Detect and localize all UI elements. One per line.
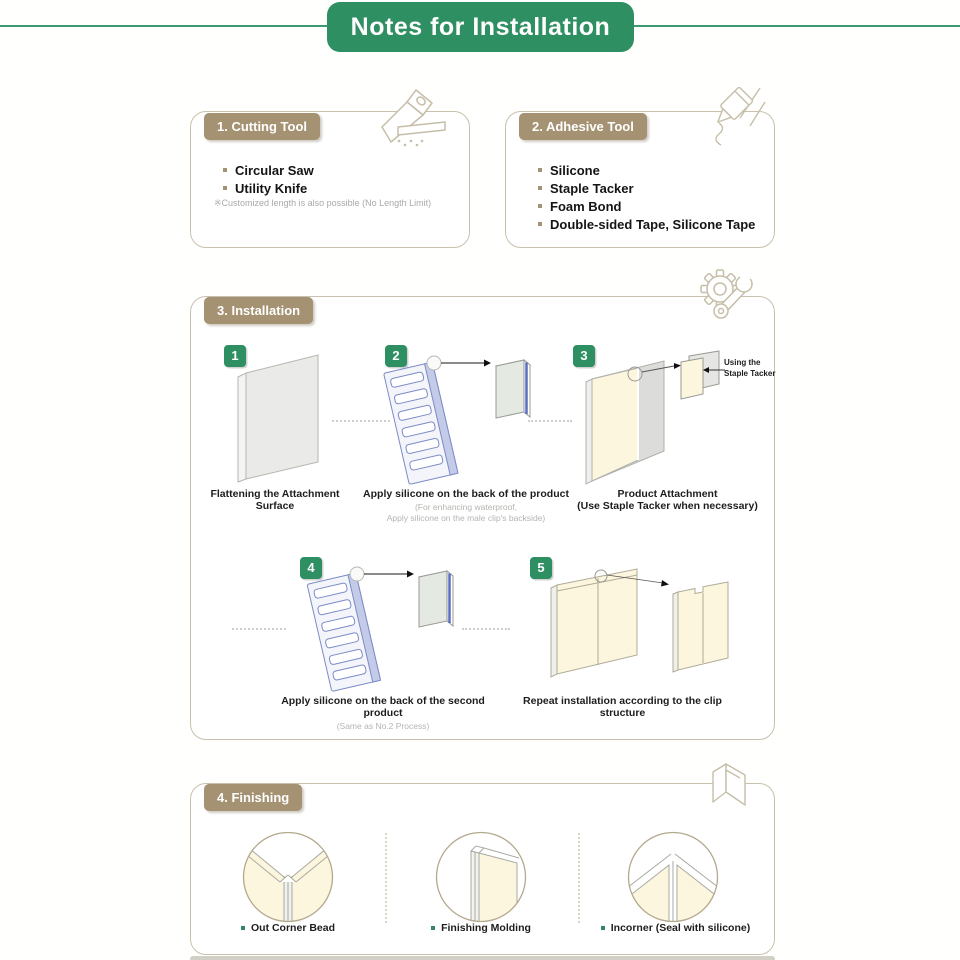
step1-flat-panel-graphic (230, 350, 325, 485)
finishing-item-label: Out Corner Bead (250, 922, 335, 934)
list-item (538, 215, 755, 233)
page-title: Notes for Installation (327, 2, 634, 52)
caption-text: Flattening the Attachment Surface (210, 488, 340, 512)
step-separator-dotted (528, 420, 572, 422)
corner-trim-icon (704, 760, 754, 808)
step2-silicone-graphic (382, 352, 544, 487)
list-item (223, 161, 314, 179)
bullet-icon (223, 186, 227, 190)
list-item-label: Silicone (550, 162, 600, 178)
list-item-label: Staple Tacker (550, 180, 634, 196)
step-badge-4: 4 (300, 557, 322, 579)
finishing-label: 4. Finishing (204, 784, 302, 811)
finishing-molding-illustration (433, 829, 529, 925)
caption-text: Apply silicone on the back of the product (363, 488, 569, 500)
list-item-label: Double-sided Tape, Silicone Tape (550, 216, 756, 232)
silicone-tube-icon (698, 86, 768, 150)
incorner-illustration (625, 829, 721, 925)
finishing-item-incorner (588, 922, 763, 934)
caption-text: Repeat installation according to the clip structure (523, 695, 722, 719)
finishing-item-label: Finishing Molding (441, 922, 531, 934)
bullet-icon (223, 168, 227, 172)
step2-caption (355, 488, 577, 523)
step3-attachment-graphic (578, 346, 728, 488)
caption-text2: (Use Staple Tacker when necessary) (577, 500, 758, 512)
bullet-icon (538, 204, 542, 208)
adhesive-tool-label: 2. Adhesive Tool (519, 113, 647, 140)
bullet-icon (538, 168, 542, 172)
list-item (223, 179, 314, 197)
caption-subtext: (For enhancing waterproof, (414, 502, 518, 512)
step5-caption (505, 695, 740, 719)
step4-caption (272, 695, 494, 732)
step3-caption (570, 488, 765, 512)
finishing-item-molding (406, 922, 556, 934)
list-item-label: Utility Knife (235, 180, 308, 196)
caption-text: Apply silicone on the back of the second product (281, 695, 485, 719)
cutting-tool-label: 1. Cutting Tool (204, 113, 320, 140)
finishing-item-label: Incorner (Seal with silicone) (610, 922, 751, 934)
step-badge-1: 1 (224, 345, 246, 367)
bullet-icon (538, 222, 542, 226)
bullet-icon (431, 926, 435, 930)
cutting-length-note: ※Customized length is also possible (No Length Limit) (214, 198, 432, 208)
annotation-line2: Staple Tacker (724, 369, 776, 378)
caption-subtext: Apply silicone on the male clip's backside) (386, 512, 546, 523)
adhesive-tool-list (538, 161, 755, 233)
step-separator-dotted (462, 628, 510, 630)
circular-saw-icon (372, 88, 448, 152)
out-corner-bead-illustration (240, 829, 336, 925)
caption-text: Product Attachment (617, 488, 718, 500)
bullet-icon (538, 186, 542, 190)
next-section-edge (190, 956, 775, 960)
finishing-separator-dotted (385, 833, 387, 923)
list-item-label: Circular Saw (235, 162, 314, 178)
step5-repeat-graphic (545, 562, 731, 687)
bullet-icon (601, 926, 605, 930)
installation-label: 3. Installation (204, 297, 313, 324)
caption-subtext: (Same as No.2 Process) (336, 721, 430, 731)
cutting-tool-list (223, 161, 314, 197)
list-item (538, 161, 755, 179)
step4-silicone-graphic (305, 563, 467, 695)
step-badge-5: 5 (530, 557, 552, 579)
list-item (538, 197, 755, 215)
step-badge-3: 3 (573, 345, 595, 367)
staple-tacker-annotation (724, 357, 775, 379)
list-item (538, 179, 755, 197)
step1-caption (190, 488, 360, 512)
annotation-line1: Using the (724, 358, 761, 367)
finishing-item-out-corner (218, 922, 358, 934)
step-badge-2: 2 (385, 345, 407, 367)
gear-wrench-icon (694, 264, 758, 326)
step-separator-dotted (232, 628, 286, 630)
list-item-label: Foam Bond (550, 198, 622, 214)
bullet-icon (241, 926, 245, 930)
finishing-separator-dotted (578, 833, 580, 923)
